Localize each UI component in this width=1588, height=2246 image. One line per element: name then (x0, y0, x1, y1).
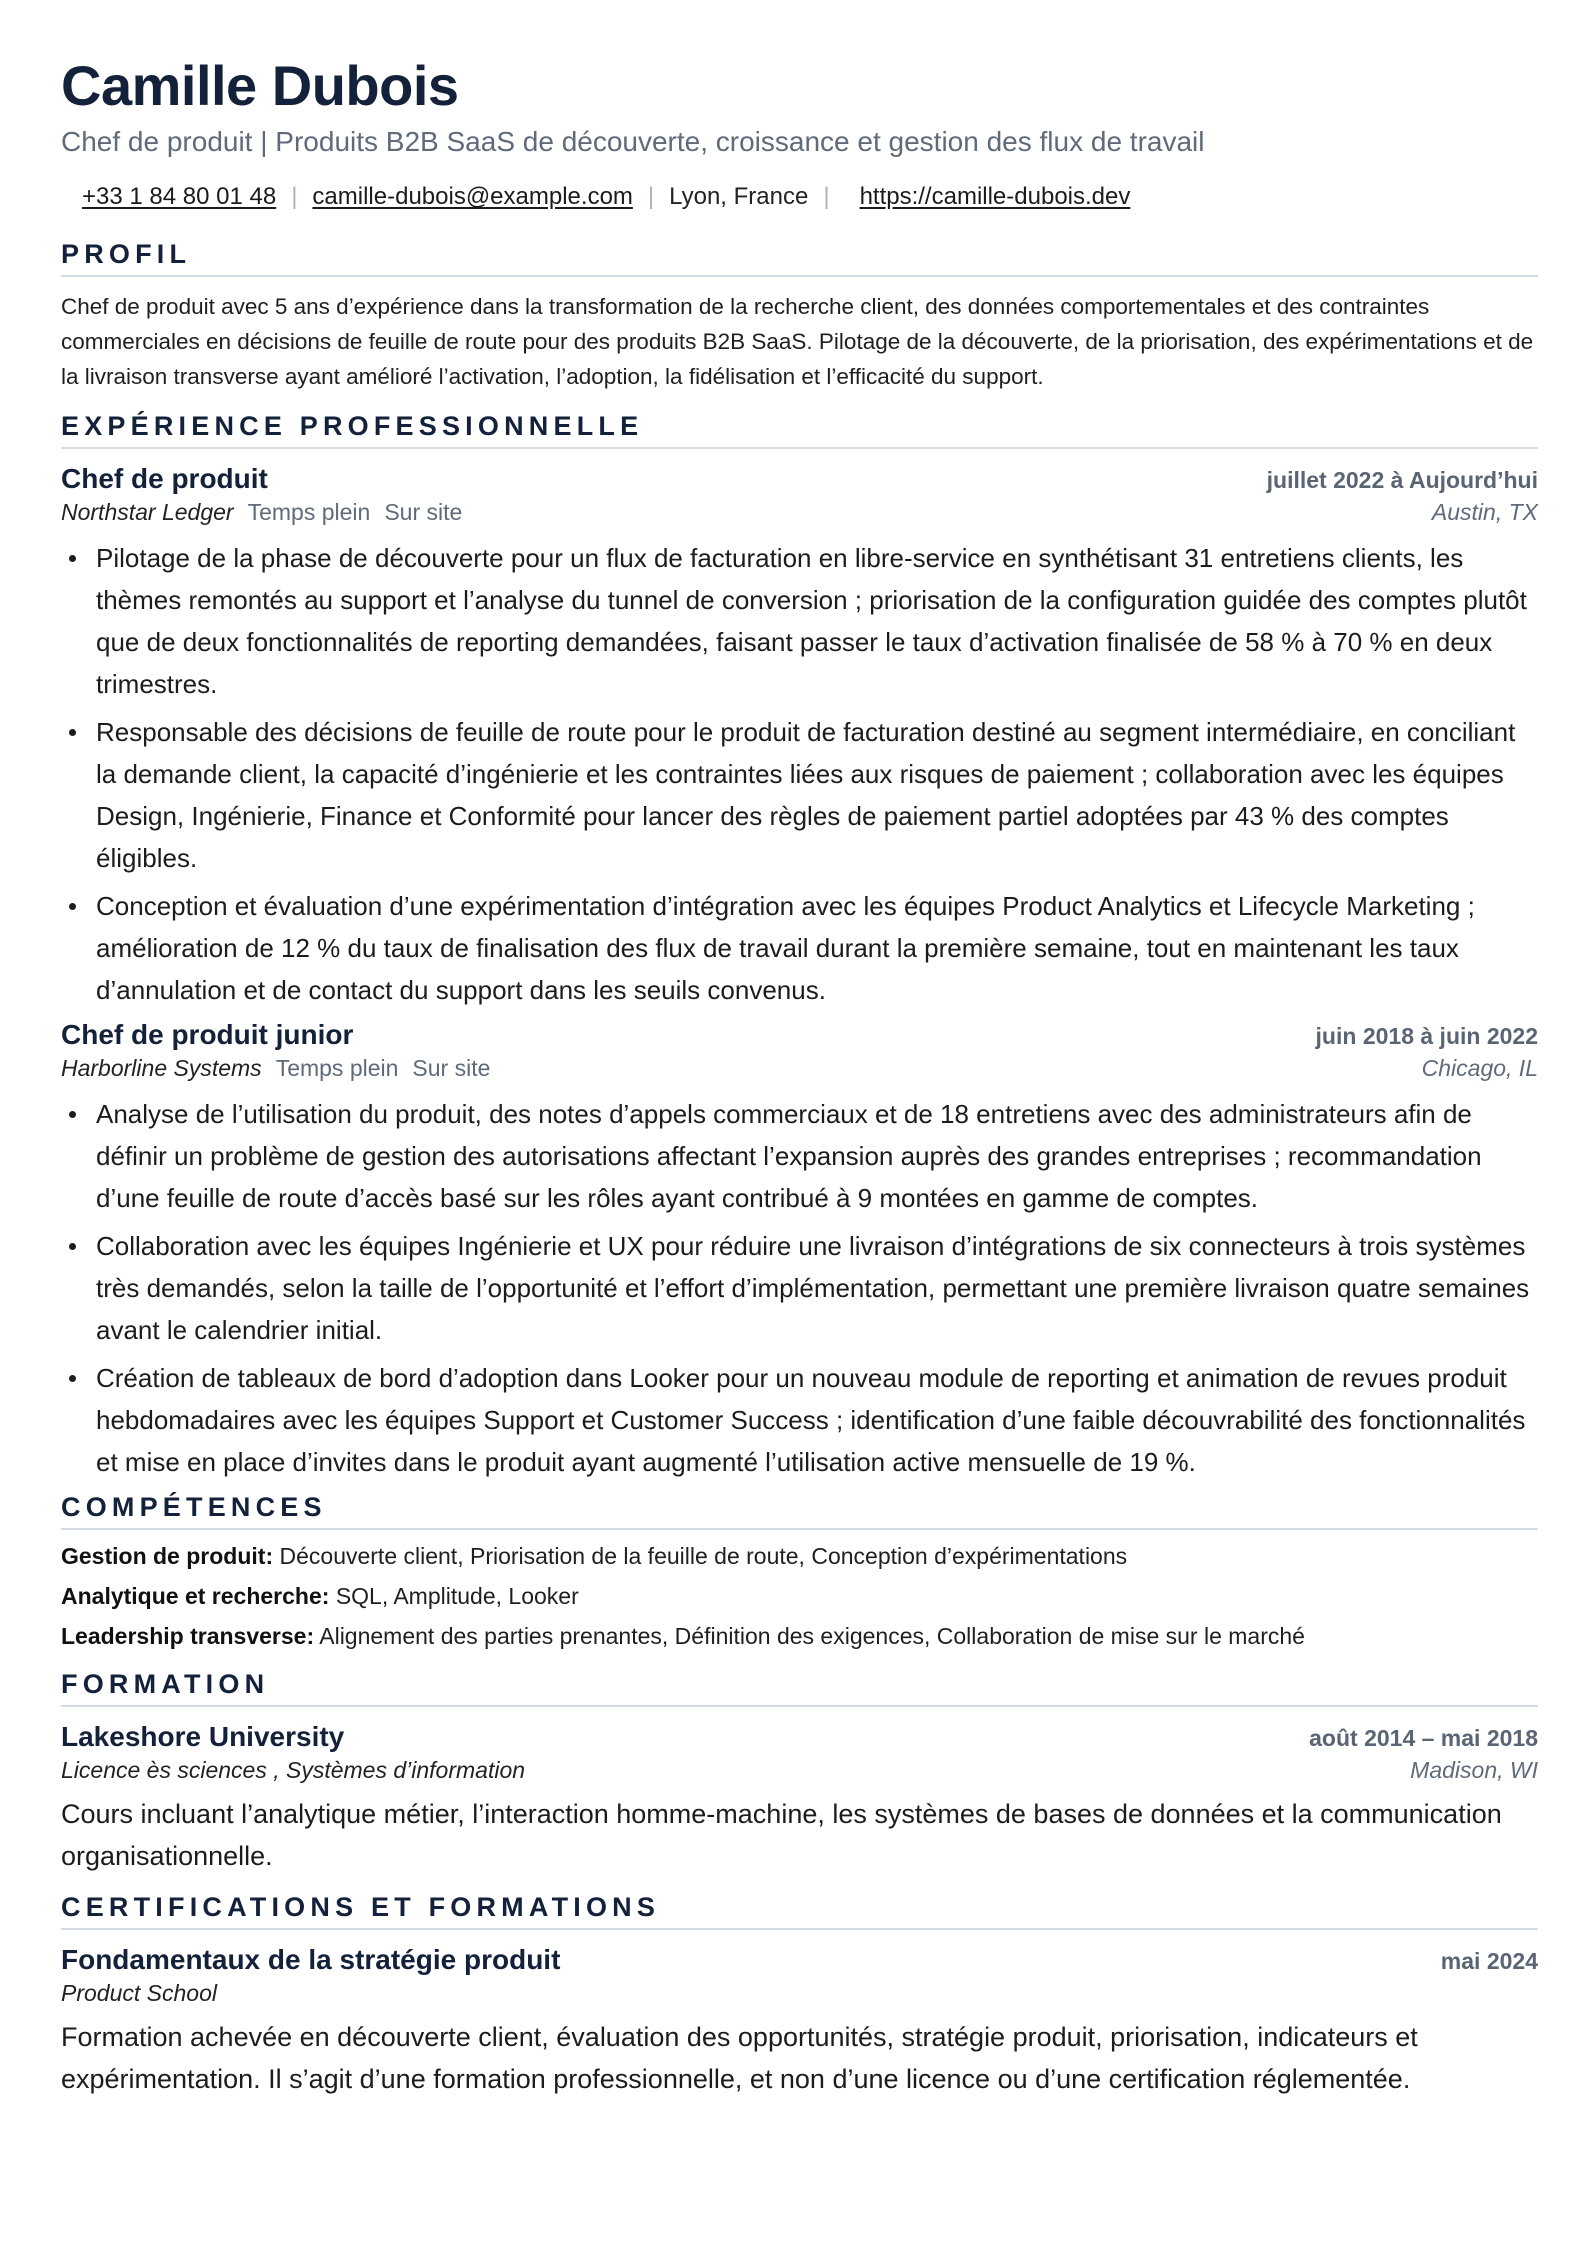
certifications-section (61, 1891, 1538, 2100)
job-dates: juin 2018 à juin 2022 (1315, 1023, 1538, 1049)
bullet-item: Responsable des décisions de feuille de route pour le produit de facturation destiné au segment intermédiaire, en conciliant la demande client, la capacité d’ingénierie et les contraintes liées aux risques de paiement ; collaboration avec les équipes Design, Ingénierie, Finance et Conformité pour lancer des règles de paiement partiel adoptées par 43 % des comptes éligibles. (61, 711, 1538, 879)
resume-page (61, 52, 1538, 2100)
candidate-name: Camille Dubois (61, 54, 459, 117)
certification-description: Formation achevée en découverte client, évaluation des opportunités, stratégie produit, priorisation, indicateurs et expérimentation. Il s’agit d’une formation professionnelle, et non d’une licence ou d’une certification réglementée. (61, 2022, 1418, 2094)
bullet-item: Analyse de l’utilisation du produit, des notes d’appels commerciaux et de 18 entretiens avec des administrateurs afin de définir un problème de gestion des autorisations affectant l’expansion auprès des grandes entreprises ; recommandation d’une feuille de route d’accès basé sur les rôles ayant contribué à 9 montées en gamme de comptes. (61, 1093, 1538, 1219)
section-title: FORMATION (61, 1668, 1538, 1707)
contact-separator: | (291, 183, 298, 210)
location-text: Lyon, France (669, 183, 809, 210)
contact-separator: | (823, 183, 830, 210)
skill-label: Leadership transverse: (61, 1623, 315, 1649)
section-title: CERTIFICATIONS ET FORMATIONS (61, 1891, 1538, 1930)
skill-label: Gestion de produit: (61, 1543, 274, 1569)
employment-type: Temps plein (247, 499, 371, 525)
skill-value: Découverte client, Priorisation de la feuille de route, Conception d’expérimentations (279, 1543, 1128, 1569)
job-location: Chicago, IL (1421, 1055, 1538, 1081)
bullet-item: Pilotage de la phase de découverte pour un flux de facturation en libre-service en synthétisant 31 entretiens clients, les thèmes remontés au support et l’analyse du tunnel de conversion ; priorisation de la configuration guidée des comptes plutôt que de deux fonctionnalités de reporting demandées, faisant passer le taux d’activation finalisée de 58 % à 70 % en deux trimestres. (61, 537, 1538, 705)
candidate-headline: Chef de produit | Produits B2B SaaS de découverte, croissance et gestion des flux de travail (61, 126, 1205, 157)
job-bullets (61, 1093, 1538, 1483)
contact-separator: | (647, 183, 655, 210)
email-link[interactable]: camille-dubois@example.com (312, 183, 633, 210)
company-name: Northstar Ledger (61, 499, 234, 525)
skill-value: SQL, Amplitude, Looker (335, 1583, 579, 1609)
website-link[interactable]: https://camille-dubois.dev (859, 183, 1131, 210)
education-description: Cours incluant l’analytique métier, l’interaction homme-machine, les systèmes de bases de données et la communication organisationnelle. (61, 1799, 1502, 1871)
bullet-item: Conception et évaluation d’une expérimentation d’intégration avec les équipes Product Analytics et Lifecycle Marketing ; amélioration de 12 % du taux de finalisation des flux de travail durant la première semaine, tout en maintenant les taux d’annulation et de contact du support dans les seuils convenus. (61, 885, 1538, 1011)
job-dates: juillet 2022 à Aujourd’hui (1266, 467, 1538, 493)
job-location: Austin, TX (1431, 499, 1538, 525)
school-name: Lakeshore University (61, 1721, 345, 1752)
degree-name: Licence ès sciences , Systèmes d’information (61, 1757, 526, 1783)
bullet-item: Création de tableaux de bord d’adoption dans Looker pour un nouveau module de reporting et animation de revues produit hebdomadaires avec les équipes Support et Customer Success ; identification d’une faible découvrabilité des fonctionnalités et mise en place d’invites dans le produit ayant augmenté l’utilisation active mensuelle de 19 %. (61, 1357, 1538, 1483)
contact-line (61, 182, 1538, 212)
certification-issuer: Product School (61, 1980, 217, 2006)
section-title: EXPÉRIENCE PROFESSIONNELLE (61, 410, 1538, 449)
education-location: Madison, WI (1410, 1757, 1538, 1783)
profile-text: Chef de produit avec 5 ans d’expérience dans la transformation de la recherche client, des données comportementales et des contraintes commerciales en décisions de feuille de route pour des produits B2B SaaS. Pilotage de la découverte, de la priorisation, des expérimentations et de la livraison transverse ayant amélioré l’activation, l’adoption, la fidélisation et l’efficacité du support. (61, 294, 1534, 389)
job-title: Chef de produit (61, 463, 268, 494)
phone-link[interactable]: +33 1 84 80 01 48 (82, 183, 277, 210)
education-dates: août 2014 – mai 2018 (1309, 1725, 1538, 1751)
skills-section (61, 1491, 1538, 1656)
skill-row (61, 1616, 1538, 1656)
employment-type: Temps plein (275, 1055, 399, 1081)
experience-section (61, 410, 1538, 1483)
job-title: Chef de produit junior (61, 1019, 354, 1050)
job-entry (61, 461, 1538, 1011)
company-name: Harborline Systems (61, 1055, 262, 1081)
education-section (61, 1668, 1538, 1877)
skill-row (61, 1536, 1538, 1576)
profile-section (61, 238, 1538, 394)
certification-date: mai 2024 (1440, 1948, 1538, 1974)
skill-label: Analytique et recherche: (61, 1583, 330, 1609)
certification-name: Fondamentaux de la stratégie produit (61, 1944, 561, 1975)
work-mode: Sur site (384, 499, 463, 525)
skill-row (61, 1576, 1538, 1616)
job-bullets (61, 537, 1538, 1011)
resume-header (61, 52, 1538, 212)
section-title: COMPÉTENCES (61, 1491, 1538, 1530)
skill-value: Alignement des parties prenantes, Définition des exigences, Collaboration de mise sur le marché (319, 1623, 1305, 1649)
job-entry (61, 1017, 1538, 1483)
section-title: PROFIL (61, 238, 1538, 277)
bullet-item: Collaboration avec les équipes Ingénierie et UX pour réduire une livraison d’intégrations de six connecteurs à trois systèmes très demandés, selon la taille de l’opportunité et l’effort d’implémentation, permettant une première livraison quatre semaines avant le calendrier initial. (61, 1225, 1538, 1351)
work-mode: Sur site (412, 1055, 491, 1081)
